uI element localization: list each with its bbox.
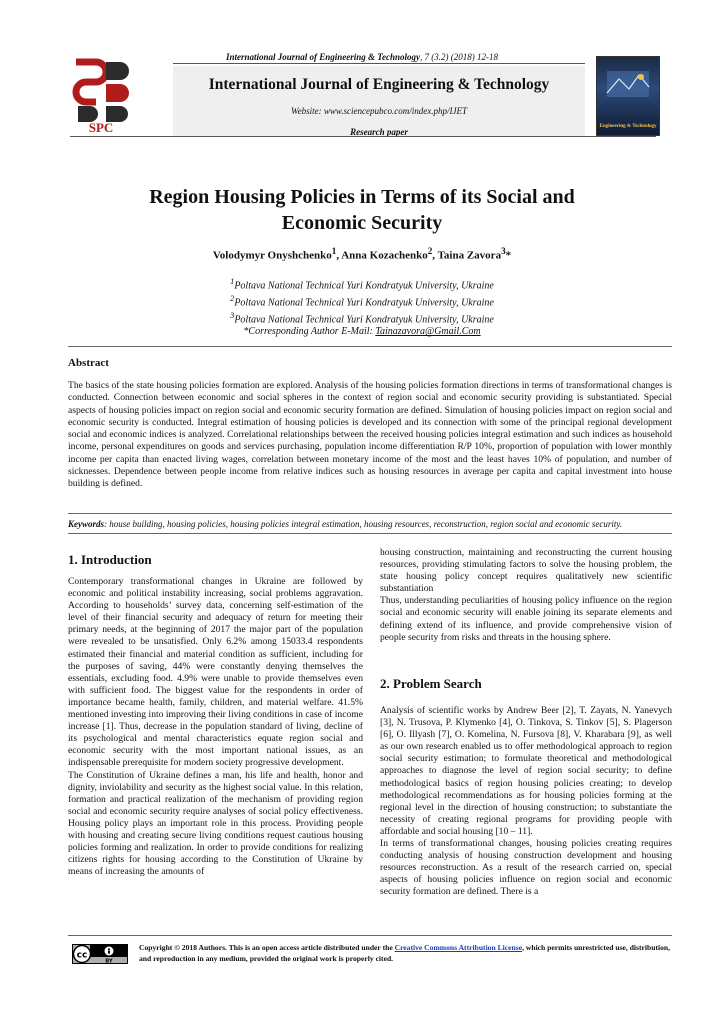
section-heading-problem-search: 2. Problem Search	[380, 676, 482, 691]
keywords-text: : house building, housing policies, housing policies integral estimation, housing resources, reconstruction, region social and economic security.	[104, 519, 623, 529]
license-link[interactable]: Creative Commons Attribution License	[394, 943, 523, 952]
cover-label: Engineering & Technology	[599, 124, 657, 129]
footer-license-text	[139, 943, 672, 964]
intro-paragraph-1: Contemporary transformational changes in Ukraine are followed by economic and political instability increasing, social problems aggravation. According to households’ survey data, concerning self-estimation of the level of their financial security and adequacy of return for meeting their primary needs, at the beginning of 2017 the major part of the population were revealed to be unsatisfied. Only 6.2% among 15033.4 respondents estimated their financial and material condition as sufficient, including for the purposes of saving, 44% were constantly denying themselves the essentials, excluding food. 4.9% were unable to provide themselves even with sufficient food. The biggest value for the respondents in order of importance became health, family, children, and material welfare. 41.5% mentioned investing into improving their living conditions in case of income increase [1]. Thus, decrease in the population standard of living, decline of its psychological and mental characteristics equate region social and economic security with the most important national issues, as an indispensable prerequisite for modern society progressive development.	[68, 576, 363, 769]
author-list	[60, 246, 664, 262]
author-1: Volodymyr Onyshchenko	[212, 249, 332, 262]
abstract-body: The basics of the state housing policies formation are explored. Analysis of the housing policies formation directions in terms of transformational changes is conducted. Connection between economic and social spheres in the context of region social and economic security providing is substantiated. Special aspects of housing policies impact on region social and economic security formation are defined. Simulation of housing policies impact on region social and economic security is conducted. Integral estimation of housing policies is developed and its connection with some of the principal regional development social and economic indices is analyzed. Correlational relationships between the received housing policies integral estimation and such indices as household income, personal expenditures on goods and services purchasing, population income differentiation R/P 10%, proportion of population with lower monthly income per capita than enacted living wages, correlation between monetary income of the most and the least haves 10% of population, and number of sicknesses. Dependence between people income from relative indices such as housing resources in average per capita and capital investment into house building is defined.	[68, 380, 672, 490]
title-line-2: Economic Security	[281, 212, 443, 234]
author-3: , Taina Zavora	[432, 249, 502, 262]
header-rule-top	[173, 63, 585, 64]
affiliation-3-text: Poltava National Technical Yuri Kondratyuk University, Ukraine	[234, 313, 494, 325]
problem-paragraph-1: Analysis of scientific works by Andrew Beer [2], T. Zayats, N. Yanevych [3], N. Trusova, P. Klymenko [4], O. Tinkova, S. Tinkov [5], S. Plagerson [6], O. Illyash [7], O. Komelina, N. Fursova [8], V. Kharabara [9], as well as our own research enabled us to offer methodological approach to region social security estimation; to formulate theoretical and methodological approaches to diagnose the level of region social security; to define methodological basics of region housing policies creating; to develop methodological recommendations as for housing policies forming at the regional level in the direction of housing construction; to substantiate the necessity of creating regional programs for providing people with affordable and social housing [10 – 11].	[380, 705, 672, 837]
affiliation-2-text: Poltava National Technical Yuri Kondratyuk University, Ukraine	[234, 297, 494, 309]
footer-text-before: Copyright © 2018 Authors. This is an open access article distributed under the	[139, 943, 395, 952]
affiliations	[60, 276, 664, 339]
section-heading-introduction: 1. Introduction	[68, 552, 152, 567]
footer-rule	[68, 935, 672, 936]
right-column-lower	[380, 705, 672, 899]
author-2: , Anna Kozachenko	[336, 249, 428, 262]
affiliation-2	[60, 293, 664, 310]
affiliation-1-text: Poltava National Technical Yuri Kondratyuk University, Ukraine	[234, 280, 494, 292]
abstract-rule-bottom	[68, 513, 672, 514]
footer-text-after: , which permits unrestricted use, distribution, and reproduction in any medium, provided the original work is properly cited.	[139, 943, 671, 963]
abstract-rule-top	[68, 346, 672, 347]
spc-logo-text: SPC	[88, 120, 114, 135]
journal-name: International Journal of Engineering & Technology	[208, 76, 550, 93]
right-column	[380, 547, 672, 644]
affiliation-2-sup: 2	[230, 293, 235, 303]
paper-type: Research paper	[350, 127, 408, 137]
affiliation-3-sup: 3	[230, 310, 235, 320]
keywords-rule	[68, 533, 672, 534]
svg-text:cc: cc	[76, 950, 88, 961]
corresponding-prefix: *Corresponding Author E-Mail:	[243, 326, 376, 338]
intro-paragraph-2: The Constitution of Ukraine defines a man, his life and health, honor and dignity, inviolability and security as the highest social value. In this relation, formation and practical realization of the mechanism of providing region social and economic security require analyses of social policy effectiveness. Housing policy plays an important role in this process. Providing people with housing and creating secure living conditions request cautious housing policies forming and realization. In order to provide conditions for realizing citizens rights for housing according to the Constitution of Ukraine by means of increasing the amounts of	[68, 769, 363, 878]
right-paragraph-1: housing construction, maintaining and reconstructing the current housing resources, providing stimulating factors to solve the housing problem, the state housing policy concept requires qualitatively new scientific substantiation	[380, 547, 672, 595]
affiliation-1-sup: 1	[230, 277, 235, 286]
creative-commons-by-icon	[72, 944, 128, 964]
problem-paragraph-2: In terms of transformational changes, housing policies creating requires conducting analysis of housing construction development and housing resources reconstruction. As a result of the research carried on, special aspects of housing policies influence on region social and economic security formation are defined. There is a	[380, 838, 672, 898]
right-paragraph-2: Thus, understanding peculiarities of housing policy influence on the region social and economic security will enable joining its separate elements and defining extend of its influence, and provide comprehensive vision of people security from risks and threats in the housing sphere.	[380, 595, 672, 643]
keywords	[68, 519, 672, 529]
affiliation-1	[60, 276, 664, 293]
author-1-sup: 1	[331, 246, 337, 256]
affiliation-3	[60, 310, 664, 327]
author-3-star: *	[505, 249, 512, 262]
left-column	[68, 576, 363, 878]
header-rule-bottom	[70, 136, 656, 137]
corresponding-email-link[interactable]: Tainazavora@Gmail.Com	[375, 326, 481, 338]
author-2-sup: 2	[427, 246, 433, 256]
journal-cover-image	[596, 56, 660, 136]
journal-website: Website: www.sciencepubco.com/index.php/IJET	[291, 106, 467, 116]
citation-ref: , 7 (3.2) (2018) 12-18	[419, 52, 498, 62]
corresponding-author	[60, 326, 664, 339]
abstract-heading: Abstract	[68, 357, 109, 369]
paper-title	[60, 184, 664, 236]
author-3-sup: 3	[501, 246, 506, 256]
citation-journal: International Journal of Engineering & Technology	[226, 52, 420, 62]
cover-art-icon	[603, 65, 653, 105]
svg-text:BY: BY	[105, 958, 113, 964]
title-line-1: Region Housing Policies in Terms of its Social and	[149, 186, 575, 208]
keywords-label: Keywords	[68, 519, 104, 529]
